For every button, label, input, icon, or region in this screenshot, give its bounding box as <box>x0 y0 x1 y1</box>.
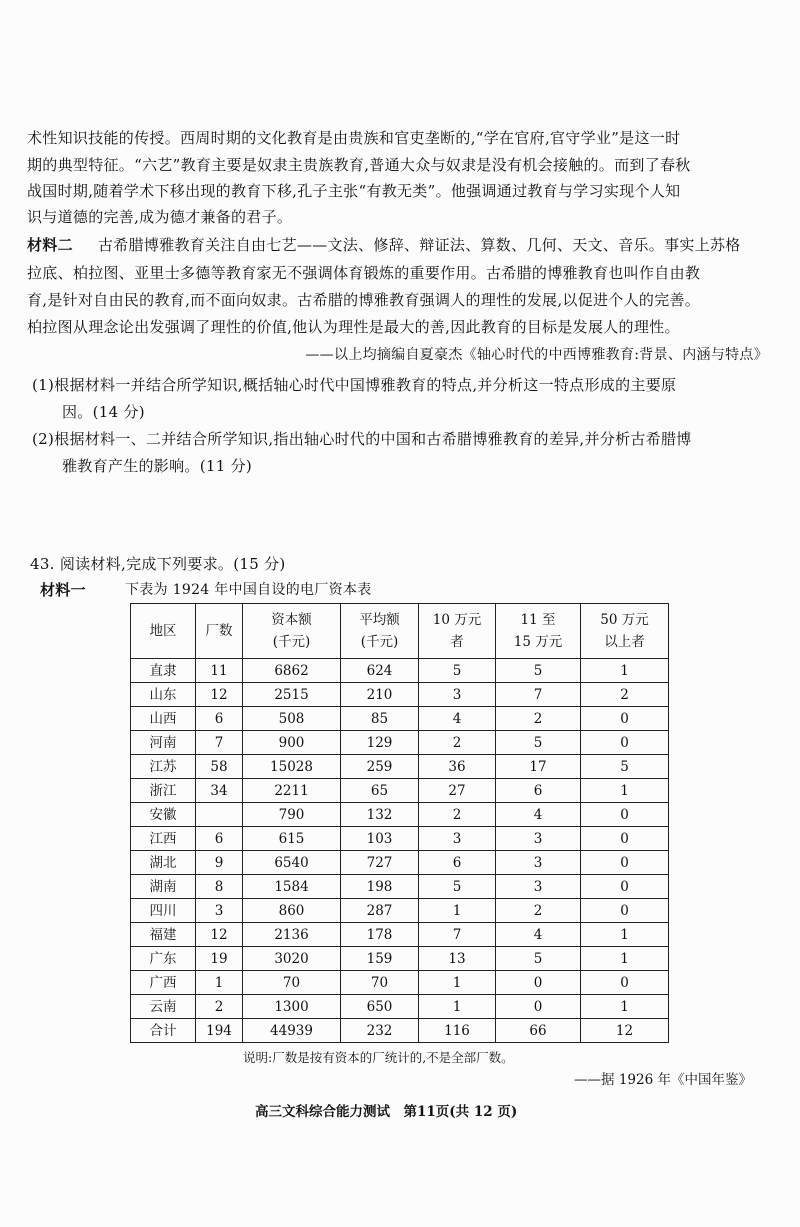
table-cell: 5 <box>496 659 581 683</box>
page-footer: 高三文科综合能力测试 第11页(共 12 页) <box>255 1104 518 1120</box>
text-line: 战国时期,随着学术下移出现的教育下移,孔子主张“有教无类”。他强调通过教育与学习实现个人知 <box>27 182 681 200</box>
table-cell: 790 <box>243 803 341 827</box>
table-cell: 湖南 <box>131 875 196 899</box>
table-cell: 259 <box>341 755 419 779</box>
table-cell: 58 <box>196 755 243 779</box>
table-cell: 1 <box>581 659 669 683</box>
table-cell: 129 <box>341 731 419 755</box>
column-header-text: (千元) <box>272 634 311 650</box>
table-cell: 四川 <box>131 899 196 923</box>
table-cell: 13 <box>419 947 496 971</box>
table-caption: 下表为 1924 年中国自设的电厂资本表 <box>125 582 372 598</box>
table-cell: 615 <box>243 827 341 851</box>
table-row <box>131 755 669 779</box>
table-cell: 2 <box>419 731 496 755</box>
column-header-text: 厂数 <box>205 623 233 639</box>
table-cell: 3 <box>196 899 243 923</box>
question-2: (2)根据材料一、二并结合所学知识,指出轴心时代的中国和古希腊博雅教育的差异,并分析古希腊博 <box>32 430 692 448</box>
table-cell: 广西 <box>131 971 196 995</box>
table-row <box>131 803 669 827</box>
question-43-title: 43. 阅读材料,完成下列要求。(15 分) <box>30 555 286 573</box>
table-section <box>0 603 800 1121</box>
table-cell: 1 <box>581 779 669 803</box>
table-row <box>131 683 669 707</box>
table-cell: 624 <box>341 659 419 683</box>
table-cell: 6 <box>496 779 581 803</box>
column-header <box>243 604 341 659</box>
table-cell: 广东 <box>131 947 196 971</box>
table-cell: 132 <box>341 803 419 827</box>
table-cell: 2 <box>496 899 581 923</box>
power-plant-capital-table <box>130 603 669 1043</box>
table-cell: 4 <box>496 923 581 947</box>
table-cell: 7 <box>496 683 581 707</box>
table-cell: 2 <box>496 707 581 731</box>
table-cell: 2136 <box>243 923 341 947</box>
column-header-text: (千元) <box>360 634 399 650</box>
table-cell: 2515 <box>243 683 341 707</box>
table-cell: 1 <box>581 947 669 971</box>
table-cell: 6 <box>419 851 496 875</box>
table-cell: 4 <box>419 707 496 731</box>
table-cell: 安徽 <box>131 803 196 827</box>
column-header-text: 15 万元 <box>513 634 563 650</box>
text-line: 拉底、柏拉图、亚里士多德等教育家无不强调体育锻炼的重要作用。古希腊的博雅教育也叫作自由教 <box>27 264 701 282</box>
table-cell: 36 <box>419 755 496 779</box>
table-cell: 0 <box>581 707 669 731</box>
table-cell: 860 <box>243 899 341 923</box>
table-cell: 12 <box>196 923 243 947</box>
table-cell: 11 <box>196 659 243 683</box>
column-header <box>196 604 243 659</box>
table-cell: 江苏 <box>131 755 196 779</box>
table-cell: 0 <box>581 971 669 995</box>
table-cell: 34 <box>196 779 243 803</box>
column-header-text: 平均额 <box>359 612 400 628</box>
table-row <box>131 875 669 899</box>
table-row <box>131 947 669 971</box>
table-cell: 287 <box>341 899 419 923</box>
table-cell: 6 <box>196 827 243 851</box>
question-1-cont: 因。(14 分) <box>62 403 145 421</box>
text-line: 识与道德的完善,成为德才兼备的君子。 <box>27 208 293 226</box>
table-cell: 5 <box>419 659 496 683</box>
column-header-text: 以上者 <box>604 634 645 650</box>
table-cell: 江西 <box>131 827 196 851</box>
table-cell: 2 <box>196 995 243 1019</box>
column-header-text: 者 <box>450 634 464 650</box>
table-cell: 河南 <box>131 731 196 755</box>
table-cell: 云南 <box>131 995 196 1019</box>
table-cell <box>196 803 243 827</box>
table-cell: 27 <box>419 779 496 803</box>
column-header-text: 11 至 <box>520 612 556 628</box>
table-cell: 159 <box>341 947 419 971</box>
table-note: 说明:厂数是按有资本的厂统计的,不是全部厂数。 <box>243 1050 514 1065</box>
table-cell: 178 <box>341 923 419 947</box>
table-cell: 66 <box>496 1019 581 1043</box>
table-cell: 2211 <box>243 779 341 803</box>
table-cell: 85 <box>341 707 419 731</box>
text-line: 柏拉图从理念论出发强调了理性的价值,他认为理性是最大的善,因此教育的目标是发展人的理性。 <box>27 318 680 336</box>
table-cell: 900 <box>243 731 341 755</box>
column-header-text: 地区 <box>149 623 177 639</box>
table-cell: 12 <box>196 683 243 707</box>
column-header <box>341 604 419 659</box>
column-header-text: 50 万元 <box>600 612 649 628</box>
table-cell: 3020 <box>243 947 341 971</box>
table-cell: 2 <box>581 683 669 707</box>
table-row <box>131 923 669 947</box>
table-cell: 8 <box>196 875 243 899</box>
table-cell: 4 <box>496 803 581 827</box>
question-2-cont: 雅教育产生的影响。(11 分) <box>62 457 253 475</box>
table-cell: 15028 <box>243 755 341 779</box>
material2-label: 材料二 <box>27 236 73 254</box>
table-cell: 5 <box>496 947 581 971</box>
table-cell: 116 <box>419 1019 496 1043</box>
table-cell: 198 <box>341 875 419 899</box>
table-row <box>131 707 669 731</box>
table-cell: 合计 <box>131 1019 196 1043</box>
table-cell: 5 <box>581 755 669 779</box>
table-cell: 1584 <box>243 875 341 899</box>
table-cell: 1 <box>196 971 243 995</box>
table-cell: 650 <box>341 995 419 1019</box>
table-cell: 0 <box>581 899 669 923</box>
table-cell: 7 <box>196 731 243 755</box>
table-cell: 直隶 <box>131 659 196 683</box>
table-cell: 0 <box>581 827 669 851</box>
table-cell: 3 <box>419 683 496 707</box>
text-line: 育,是针对自由民的教育,而不面向奴隶。古希腊的博雅教育强调人的理性的发展,以促进个人的完善。 <box>27 291 701 309</box>
table-cell: 0 <box>496 995 581 1019</box>
table-cell: 3 <box>496 851 581 875</box>
material1-label: 材料一 <box>40 581 86 599</box>
table-cell: 1 <box>581 923 669 947</box>
column-header <box>581 604 669 659</box>
table-cell: 福建 <box>131 923 196 947</box>
table-cell: 0 <box>581 875 669 899</box>
table-cell: 0 <box>581 851 669 875</box>
table-cell: 1 <box>419 971 496 995</box>
table-cell: 1 <box>581 995 669 1019</box>
table-cell: 2 <box>419 803 496 827</box>
column-header <box>496 604 581 659</box>
table-cell: 508 <box>243 707 341 731</box>
table-cell: 70 <box>243 971 341 995</box>
table-cell: 6 <box>196 707 243 731</box>
table-row <box>131 995 669 1019</box>
question-1: (1)根据材料一并结合所学知识,概括轴心时代中国博雅教育的特点,并分析这一特点形成的主要原 <box>32 376 677 394</box>
table-cell: 6540 <box>243 851 341 875</box>
table-cell: 7 <box>419 923 496 947</box>
table-cell: 0 <box>581 803 669 827</box>
table-cell: 12 <box>581 1019 669 1043</box>
table-row <box>131 1019 669 1043</box>
table-cell: 727 <box>341 851 419 875</box>
table-row <box>131 899 669 923</box>
table-row <box>131 659 669 683</box>
table-cell: 5 <box>419 875 496 899</box>
table-cell: 0 <box>496 971 581 995</box>
table-cell: 1 <box>419 995 496 1019</box>
table-cell: 1 <box>419 899 496 923</box>
table-cell: 山东 <box>131 683 196 707</box>
table-cell: 1300 <box>243 995 341 1019</box>
table-cell: 湖北 <box>131 851 196 875</box>
column-header-text: 资本额 <box>271 612 312 628</box>
table-cell: 65 <box>341 779 419 803</box>
table-cell: 44939 <box>243 1019 341 1043</box>
text-line: 术性知识技能的传授。西周时期的文化教育是由贵族和官吏垄断的,“学在官府,官守学业”是这一时 <box>27 129 681 147</box>
material2-source: ——以上均摘编自夏豪杰《轴心时代的中西博雅教育:背景、内涵与特点》 <box>305 347 768 363</box>
table-cell: 3 <box>496 827 581 851</box>
text-line: 期的典型特征。“六艺”教育主要是奴隶主贵族教育,普通大众与奴隶是没有机会接触的。而到了春秋 <box>27 156 691 174</box>
table-cell: 70 <box>341 971 419 995</box>
table-cell: 0 <box>581 731 669 755</box>
table-row <box>131 731 669 755</box>
table-row <box>131 779 669 803</box>
table-row <box>131 827 669 851</box>
table-cell: 194 <box>196 1019 243 1043</box>
column-header <box>131 604 196 659</box>
column-header-text: 10 万元 <box>432 612 482 628</box>
table-cell: 3 <box>496 875 581 899</box>
table-row <box>131 971 669 995</box>
table-cell: 232 <box>341 1019 419 1043</box>
table-cell: 3 <box>419 827 496 851</box>
table-cell: 9 <box>196 851 243 875</box>
table-cell: 103 <box>341 827 419 851</box>
table-row <box>131 851 669 875</box>
table-cell: 6862 <box>243 659 341 683</box>
table-cell: 山西 <box>131 707 196 731</box>
column-header <box>419 604 496 659</box>
table-cell: 5 <box>496 731 581 755</box>
text-line: 古希腊博雅教育关注自由七艺——文法、修辞、辩证法、算数、几何、天文、音乐。事实上苏格 <box>98 236 741 254</box>
table-source: ——据 1926 年《中国年鉴》 <box>574 1072 752 1088</box>
table-cell: 17 <box>496 755 581 779</box>
table-cell: 19 <box>196 947 243 971</box>
table-cell: 210 <box>341 683 419 707</box>
table-cell: 浙江 <box>131 779 196 803</box>
